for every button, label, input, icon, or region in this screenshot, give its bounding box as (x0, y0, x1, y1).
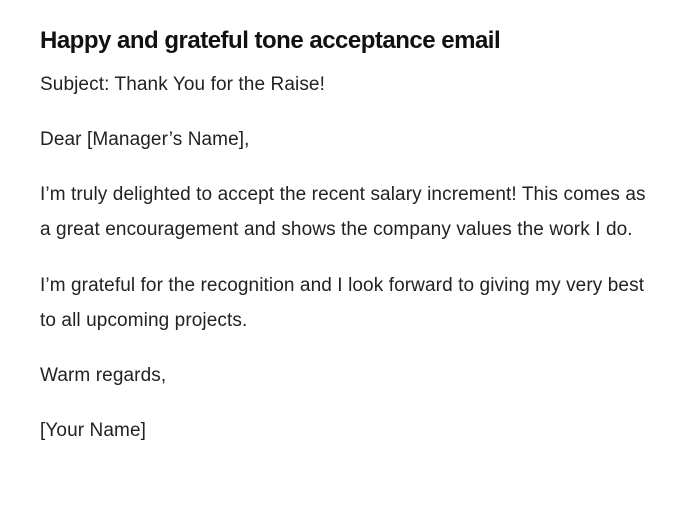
email-closing: Warm regards, (40, 365, 167, 386)
page-title: Happy and grateful tone acceptance email (40, 27, 501, 54)
email-document (40, 24, 660, 448)
email-paragraph: I’m grateful for the recognition and I look forward to giving my very best to all upcoming projects. (40, 275, 645, 331)
email-signature: [Your Name] (40, 420, 147, 441)
email-paragraph: I’m truly delighted to accept the recent salary increment! This comes as a great encouragement and shows the company values the work I do. (40, 184, 646, 240)
email-subject: Subject: Thank You for the Raise! (40, 74, 325, 95)
email-greeting: Dear [Manager’s Name], (40, 129, 250, 150)
